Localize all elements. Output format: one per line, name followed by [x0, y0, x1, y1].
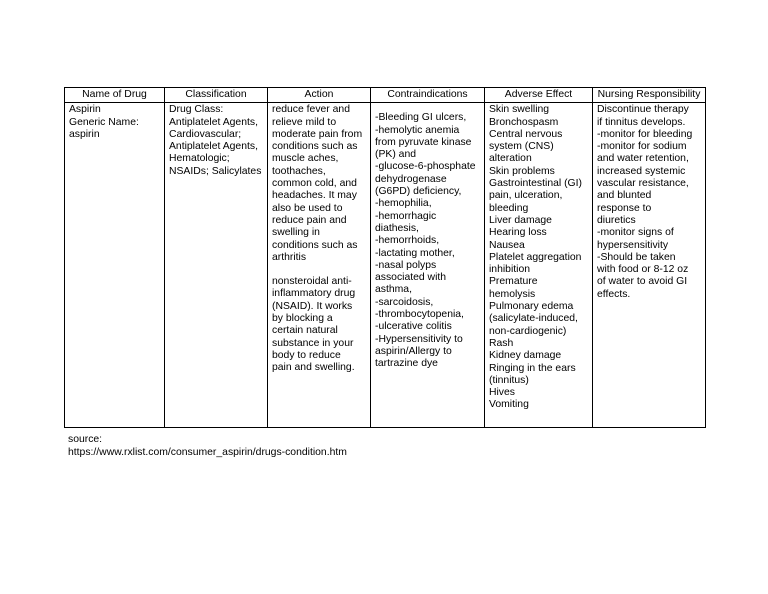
action-line: substance in your — [272, 337, 354, 349]
nursing-responsibility-line: and water retention, — [597, 153, 689, 165]
nursing-responsibility-line: diuretics — [597, 214, 636, 226]
adverse-effect-line: non-cardiogenic) — [489, 325, 567, 337]
action-line: moderate pain from — [272, 128, 363, 140]
contraindication-line: -hemorrhoids, — [375, 235, 440, 247]
adverse-effect-line: Gastrointestinal (GI) — [489, 178, 582, 190]
name-of-drug-line: Generic Name: — [69, 116, 139, 128]
action-line: reduce pain and — [272, 214, 347, 226]
adverse-effect-line: Vomiting — [489, 399, 529, 411]
classification-cell — [165, 103, 268, 428]
contraindication-line: -hemolytic anemia — [375, 124, 460, 136]
contraindication-line: -Bleeding GI ulcers, — [375, 112, 467, 124]
drug-table — [64, 87, 706, 428]
contraindication-line: (PK) and — [375, 149, 417, 161]
action-line: nonsteroidal anti- — [272, 276, 352, 288]
source-url: https://www.rxlist.com/consumer_aspirin/drugs-condition.htm — [68, 446, 347, 458]
action-line: relieve mild to — [272, 116, 337, 128]
adverse-effect-line: Hives — [489, 387, 515, 399]
classification-line: Antiplatelet Agents, — [169, 141, 258, 153]
nursing-responsibility-line: and blunted — [597, 190, 652, 202]
header-row — [65, 88, 706, 103]
contraindication-line: -hemophilia, — [375, 198, 432, 210]
action-line: (NSAID). It works — [272, 300, 353, 312]
action-line: toothaches, — [272, 165, 326, 177]
source-label: source: — [68, 434, 103, 445]
contraindication-line: -nasal polyps — [375, 259, 437, 271]
nursing-responsibility-line: of water to avoid GI — [597, 276, 688, 288]
contraindication-line: (G6PD) deficiency, — [375, 186, 462, 198]
contraindication-line: diathesis, — [375, 222, 419, 234]
adverse-effect-line: Pulmonary edema — [489, 301, 574, 313]
contraindication-line: -thrombocytopenia, — [375, 309, 464, 321]
adverse-effect-line: pain, ulceration, — [489, 190, 563, 202]
action-line: reduce fever and — [272, 104, 350, 116]
nursing-responsibility-line: -monitor for bleeding — [597, 128, 693, 140]
header-adverse-effect: Adverse Effect — [485, 88, 593, 103]
header-classification: Classification — [165, 88, 268, 103]
contraindication-line: aspirin/Allergy to — [375, 345, 452, 357]
nursing-responsibility-line: -Should be taken — [597, 251, 676, 263]
nursing-responsibility-line: response to — [597, 202, 652, 214]
adverse-effect-line: Platelet aggregation — [489, 251, 582, 263]
contraindication-line: -sarcoidosis, — [375, 296, 434, 308]
adverse-effect-line: (tinnitus) — [489, 374, 529, 386]
nursing-responsibility-line: -monitor signs of — [597, 227, 674, 239]
table-row — [65, 103, 706, 428]
contraindication-line: -ulcerative colitis — [375, 321, 452, 333]
nursing-responsibility-line: Discontinue therapy — [597, 104, 689, 116]
contraindication-line: dehydrogenase — [375, 173, 447, 185]
adverse-effect-line: Nausea — [489, 239, 525, 251]
adverse-effect-line: Hearing loss — [489, 227, 547, 239]
adverse-effect-line: inhibition — [489, 264, 531, 276]
adverse-effect-line: hemolysis — [489, 288, 536, 300]
header-nursing-responsibility: Nursing Responsibility — [593, 88, 706, 103]
header-name-of-drug: Name of Drug — [65, 88, 165, 103]
nursing-responsibility-line: -monitor for sodium — [597, 141, 687, 153]
adverse-effect-line: system (CNS) — [489, 141, 554, 153]
contraindication-line: -Hypersensitivity to — [375, 333, 463, 345]
name-of-drug-cell — [65, 103, 165, 428]
nursing-responsibility-line: vascular resistance, — [597, 178, 689, 190]
nursing-responsibility-line: increased systemic — [597, 165, 686, 177]
action-line: inflammatory drug — [272, 288, 356, 300]
adverse-effect-line: bleeding — [489, 202, 529, 214]
action-line: certain natural — [272, 325, 338, 337]
action-line: muscle aches, — [272, 153, 339, 165]
action-line: also be used to — [272, 202, 343, 214]
nursing-responsibility-line: effects. — [597, 288, 631, 300]
adverse-effect-line: Central nervous — [489, 128, 563, 140]
action-line: pain and swelling. — [272, 362, 355, 374]
adverse-effect-line: Premature — [489, 276, 538, 288]
nursing-responsibility-line: if tinnitus develops. — [597, 116, 686, 128]
adverse-effect-line: alteration — [489, 153, 532, 165]
source-note — [68, 434, 347, 459]
header-contraindications: Contraindications — [371, 88, 485, 103]
adverse-effect-cell — [485, 103, 593, 428]
contraindications-cell — [371, 103, 485, 428]
header-action: Action — [268, 88, 371, 103]
contraindication-line: asthma, — [375, 284, 412, 296]
action-line: body to reduce — [272, 349, 341, 361]
classification-line: Drug Class: — [169, 104, 224, 116]
contraindication-line: -hemorrhagic — [375, 210, 437, 222]
classification-line: Cardiovascular; — [169, 128, 242, 140]
contraindication-line: -glucose-6-phosphate — [375, 161, 476, 173]
adverse-effect-line: Bronchospasm — [489, 116, 559, 128]
contraindication-line: from pyruvate kinase — [375, 136, 472, 148]
adverse-effect-line: Skin swelling — [489, 104, 550, 116]
adverse-effect-line: Liver damage — [489, 214, 552, 226]
classification-line: Hematologic; — [169, 153, 230, 165]
action-line: by blocking a — [272, 313, 333, 325]
name-of-drug-line: aspirin — [69, 128, 100, 140]
adverse-effect-line: (salicylate-induced, — [489, 313, 578, 325]
adverse-effect-line: Rash — [489, 337, 514, 349]
nursing-responsibility-line: hypersensitivity — [597, 239, 669, 251]
classification-line: Antiplatelet Agents, — [169, 116, 258, 128]
adverse-effect-line: Kidney damage — [489, 350, 562, 362]
nursing-responsibility-cell — [593, 103, 706, 428]
contraindication-line: tartrazine dye — [375, 358, 438, 370]
contraindication-line: associated with — [375, 272, 447, 284]
action-line: conditions such as — [272, 239, 358, 251]
adverse-effect-line: Skin problems — [489, 165, 555, 177]
classification-line: NSAIDs; Salicylates — [169, 165, 262, 177]
paragraph-gap — [272, 264, 366, 276]
action-line: headaches. It may — [272, 190, 357, 202]
contraindication-line: -lactating mother, — [375, 247, 455, 259]
name-of-drug-line: Aspirin — [69, 104, 101, 116]
action-line: common cold, and — [272, 178, 357, 190]
action-line: swelling in — [272, 227, 320, 239]
action-line: arthritis — [272, 251, 307, 263]
action-cell — [268, 103, 371, 428]
adverse-effect-line: Ringing in the ears — [489, 362, 576, 374]
action-line: conditions such as — [272, 141, 358, 153]
nursing-responsibility-line: with food or 8-12 oz — [597, 264, 689, 276]
